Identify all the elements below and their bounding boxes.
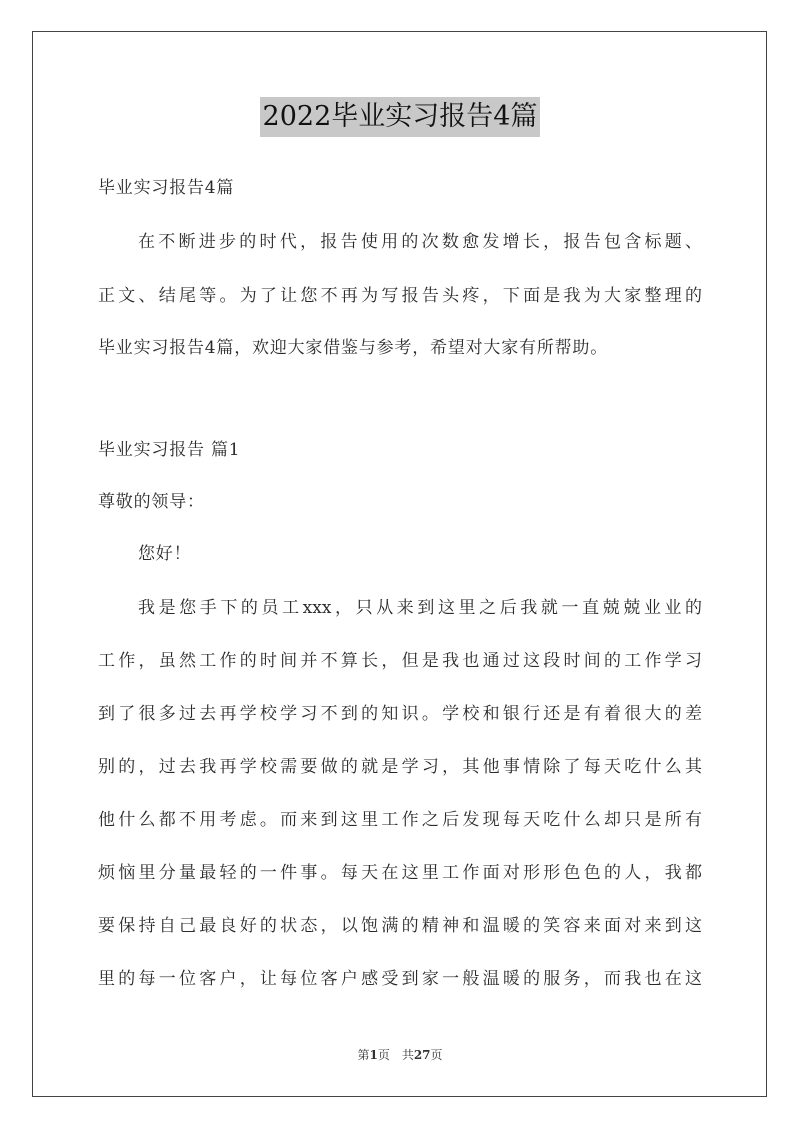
document-title [0, 97, 800, 140]
footer-page-number: 1 [369, 1048, 378, 1062]
body-line-3: 到了很多过去再学校学习不到的知识。学校和银行还是有着很大的差 [98, 704, 702, 724]
body-line-6: 烦恼里分量最轻的一件事。每天在这里工作面对形形色色的人，我都 [98, 863, 702, 883]
page-footer [0, 1046, 800, 1063]
body-line-5: 他什么都不用考虑。而来到这里工作之后发现每天吃什么却只是所有 [98, 810, 702, 830]
intro-line-1: 在不断进步的时代，报告使用的次数愈发增长，报告包含标题、 [138, 232, 702, 252]
body-line-7: 要保持自己最良好的状态，以饱满的精神和温暖的笑容来面对来到这 [98, 916, 702, 936]
footer-total-pages: 27 [413, 1048, 431, 1062]
body-line-1: 我是您手下的员工xxx，只从来到这里之后我就一直兢兢业业的 [138, 598, 702, 618]
intro-line-2: 正文、结尾等。为了让您不再为写报告头疼，下面是我为大家整理的 [98, 286, 702, 306]
greeting: 您好！ [138, 544, 192, 564]
body-line-8: 里的每一位客户，让每位客户感受到家一般温暖的服务，而我也在这 [98, 969, 702, 989]
section-heading: 毕业实习报告 篇1 [98, 440, 241, 460]
subtitle: 毕业实习报告4篇 [98, 178, 235, 198]
document-title-text: 2022毕业实习报告4篇 [260, 97, 541, 137]
salutation: 尊敬的领导： [98, 492, 205, 512]
body-line-4: 别的，过去我再学校需要做的就是学习，其他事情除了每天吃什么其 [98, 757, 702, 777]
footer-prefix: 第 [357, 1048, 370, 1062]
footer-suffix: 页 [430, 1048, 443, 1062]
footer-mid: 页 共 [377, 1048, 414, 1062]
body-line-2: 工作，虽然工作的时间并不算长，但是我也通过这段时间的工作学习 [98, 651, 702, 671]
intro-line-3: 毕业实习报告4篇，欢迎大家借鉴与参考，希望对大家有所帮助。 [98, 338, 609, 358]
